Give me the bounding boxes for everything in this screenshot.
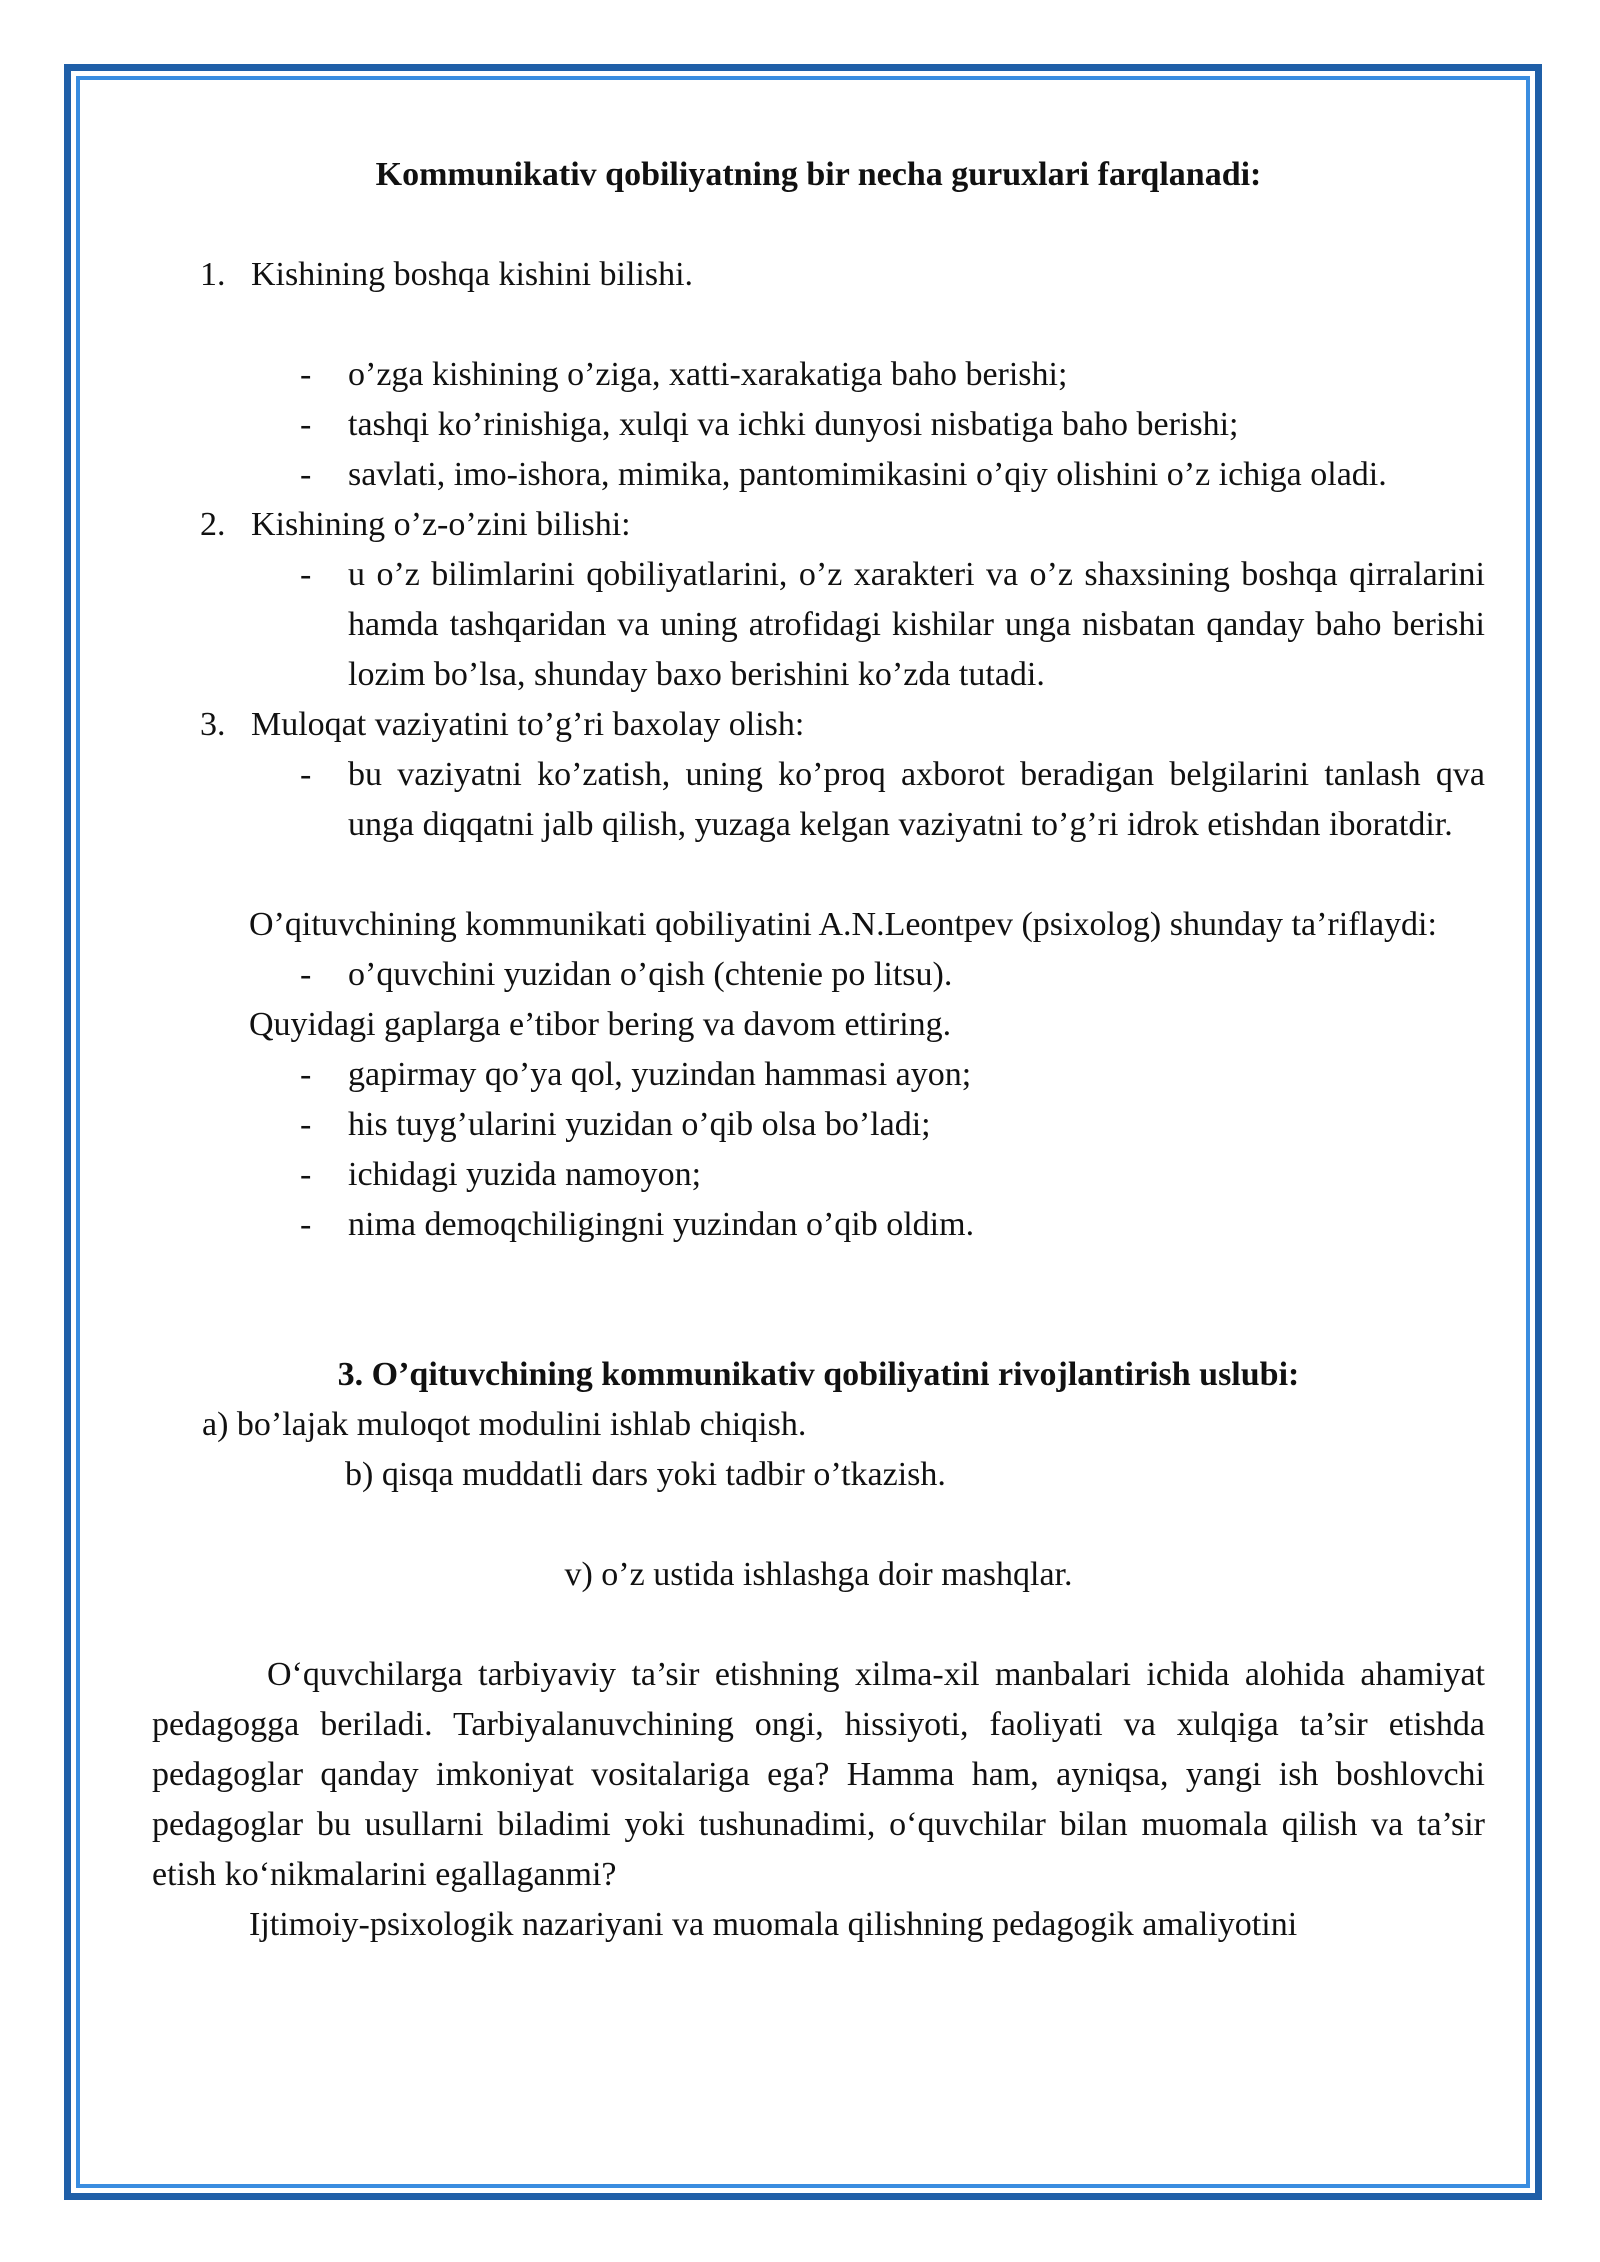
item-number: 3. — [200, 706, 226, 743]
bullet-text: o’zga kishining o’ziga, xatti-xarakatiga baho berishi; — [348, 356, 1068, 393]
paragraph-pedagog: O‘quvchilarga tarbiyaviy ta’sir etishning xilma-xil manbalari ichida alohida ahamiyat pedagogga beriladi. Tarbiyalanuvchining ongi, hissiyoti, faoliyati va xulqiga ta’sir etishda pedagoglar qanday imkoniyat vositalariga ega? Hamma ham, ayniqsa, yangi ish boshlovchi pedagoglar bu usullarni biladimi yoki tushunadimi, o‘quvchilar bilan muomala qilish va ta’sir etish ko‘nikmalarini egallaganmi? — [152, 1656, 1485, 1893]
bullet-item — [152, 550, 1485, 700]
bullet-text: nima demoqchiligingni yuzindan o’qib oldim. — [348, 1206, 975, 1243]
item-text: Muloqat vaziyatini to’g’ri baxolay olish: — [251, 706, 805, 743]
bullet-text: bu vaziyatni ko’zatish, uning ko’proq axborot beradigan belgilarini tanlash qva unga diqqatni jalb qilish, yuzaga kelgan vaziyatni to’g’ri idrok etishdan iboratdir. — [348, 756, 1485, 843]
item-number: 2. — [200, 506, 226, 543]
section-heading-2: 3. O’qituvchining kommunikativ qobiliyatini rivojlantirish uslubi: — [337, 1356, 1300, 1393]
numbered-item-3 — [152, 700, 1485, 750]
dash-bullet: - — [300, 1156, 312, 1193]
bullet-item — [152, 450, 1485, 500]
numbered-item-1 — [152, 250, 1485, 300]
paragraph-leontev: O’qituvchining kommunikati qobiliyatini A.N.Leontpev (psixolog) shunday ta’riflaydi: — [249, 906, 1437, 943]
dash-bullet: - — [300, 1206, 312, 1243]
paragraph-instruction: Quyidagi gaplarga e’tibor bering va davom ettiring. — [249, 1006, 952, 1043]
dash-bullet: - — [300, 1056, 312, 1093]
bullet-text: o’quvchini yuzidan o’qish (chtenie po litsu). — [348, 956, 953, 993]
bullet-item — [152, 1200, 1485, 1250]
bullet-item — [152, 750, 1485, 850]
list-line-v: v) o’z ustida ishlashga doir mashqlar. — [564, 1556, 1073, 1593]
bullet-text: u o’z bilimlarini qobiliyatlarini, o’z xarakteri va o’z shaxsining boshqa qirralarini hamda tashqaridan va uning atrofidagi kishilar unga nisbatan qanday baho berishi lozim bo’lsa, shunday baxo berishini ko’zda tutadi. — [348, 556, 1485, 693]
paragraph-theory: Ijtimoiy-psixologik nazariyani va muomala qilishning pedagogik amaliyotini — [249, 1906, 1298, 1943]
dash-bullet: - — [300, 356, 312, 393]
dash-bullet: - — [300, 1106, 312, 1143]
dash-bullet: - — [300, 406, 312, 443]
dash-bullet: - — [300, 956, 312, 993]
list-line-a: a) bo’lajak muloqot modulini ishlab chiqish. — [202, 1406, 807, 1443]
bullet-text: savlati, imo-ishora, mimika, pantomimikasini o’qiy olishini o’z ichiga oladi. — [348, 456, 1387, 493]
item-number: 1. — [200, 256, 226, 293]
dash-bullet: - — [300, 556, 312, 593]
bullet-text: his tuyg’ularini yuzidan o’qib olsa bo’ladi; — [348, 1106, 931, 1143]
dash-bullet: - — [300, 456, 312, 493]
bullet-item — [152, 1150, 1485, 1200]
bullet-item — [152, 350, 1485, 400]
bullet-item — [152, 1100, 1485, 1150]
bullet-text: ichidagi yuzida namoyon; — [348, 1156, 702, 1193]
section-heading-1: Kommunikativ qobiliyatning bir necha guruxlari farqlanadi: — [375, 156, 1262, 193]
bullet-text: gapirmay qo’ya qol, yuzindan hammasi ayon; — [348, 1056, 972, 1093]
numbered-item-2 — [152, 500, 1485, 550]
document-body — [152, 150, 1485, 1950]
bullet-item — [152, 400, 1485, 450]
bullet-text: tashqi ko’rinishiga, xulqi va ichki dunyosi nisbatiga baho berishi; — [348, 406, 1239, 443]
item-text: Kishining o’z-o’zini bilishi: — [251, 506, 631, 543]
list-line-b: b) qisqa muddatli dars yoki tadbir o’tkazish. — [345, 1456, 946, 1493]
dash-bullet: - — [300, 756, 312, 793]
bullet-item — [152, 1050, 1485, 1100]
bullet-item — [152, 950, 1485, 1000]
item-text: Kishining boshqa kishini bilishi. — [251, 256, 694, 293]
